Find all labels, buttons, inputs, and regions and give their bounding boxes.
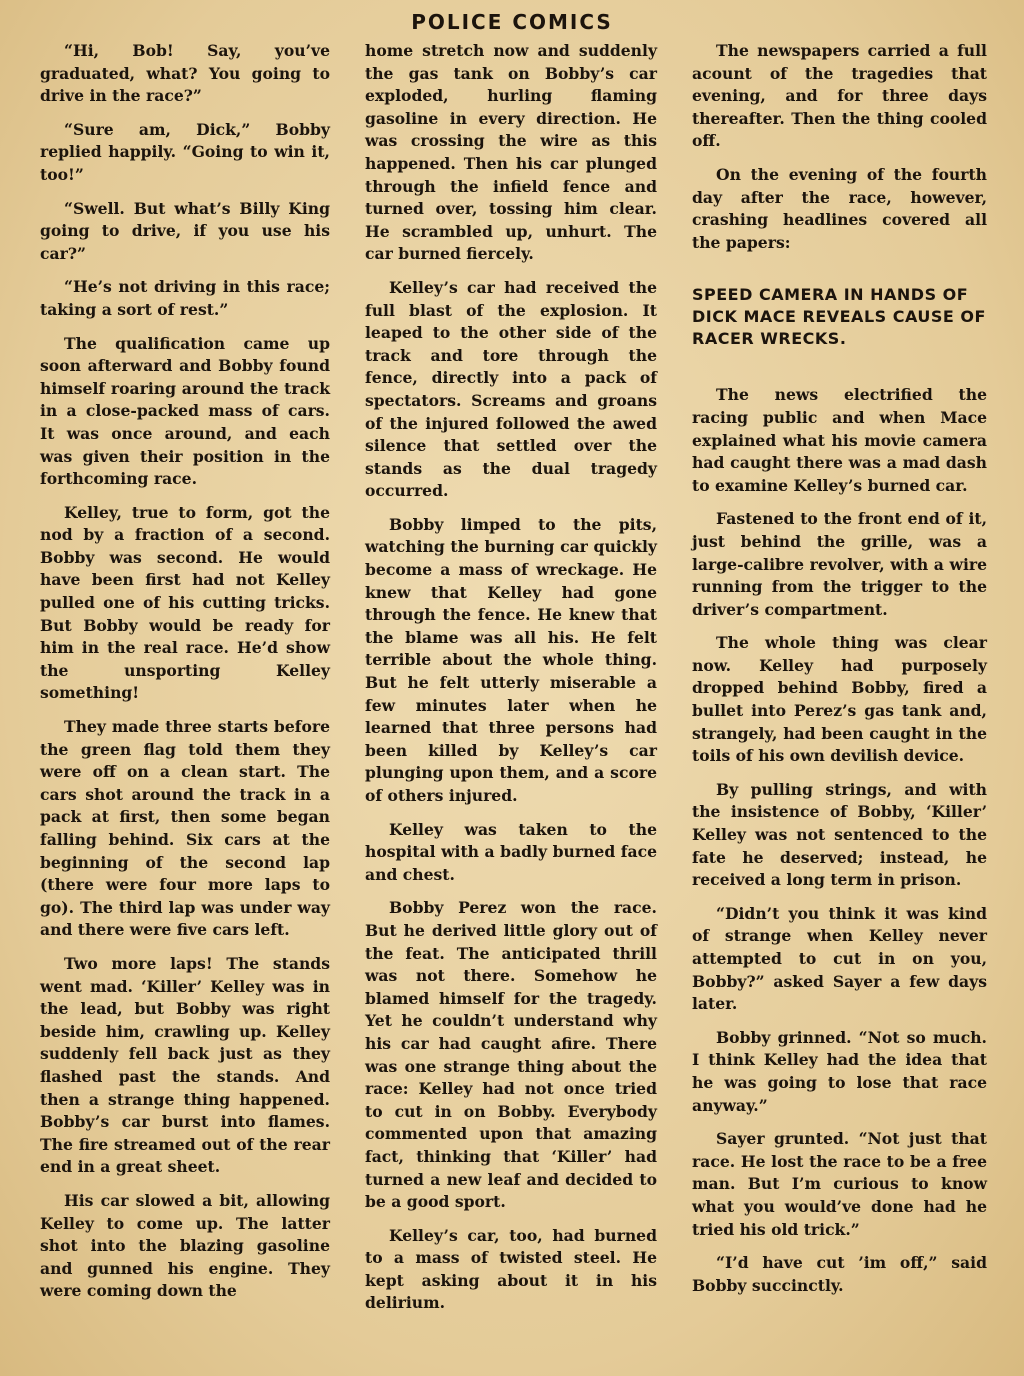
paragraph: “Swell. But what’s Billy King going to drive, if you use his car?” <box>40 198 330 263</box>
paragraph: Bobby grinned. “Not so much. I think Kelley had the idea that he was going to lose that race anyway.” <box>692 1027 987 1115</box>
paragraph: By pulling strings, and with the insistence of Bobby, ‘Killer’ Kelley was not sentenced to the fate he deserved; instead, he received a long term in prison. <box>692 779 987 890</box>
paragraph: The whole thing was clear now. Kelley had purposely dropped behind Bobby, fired a bullet into Perez’s gas tank and, strangely, had been caught in the toils of his own devilish device. <box>692 633 987 766</box>
paragraph: His car slowed a bit, allowing Kelley to come up. The latter shot into the blazing gasoline and gunned his engine. They were coming down the <box>40 1190 330 1301</box>
paragraph: “Hi, Bob! Say, you’ve graduated, what? You going to drive in the race?” <box>40 41 330 106</box>
page-header: POLICE COMICS <box>411 10 613 34</box>
paragraph: home stretch now and suddenly the gas tank on Bobby’s car exploded, hurling flaming gasoline in every direction. He was crossing the wire as this happened. Then his car plunged through the infield fence and turned over, tossing him clear. He scrambled up, unhurt. The car burned fiercely. <box>365 41 657 264</box>
text-column-2 <box>365 40 657 1326</box>
paragraph: Kelley’s car had received the full blast of the explosion. It leaped to the other side of the track and tore through the fence, directly into a pack of spectators. Screams and groans of the injured followed the awed silence that settled over the stands as the dual tragedy occurred. <box>365 277 657 501</box>
paragraph: The qualification came up soon afterward and Bobby found himself roaring around the track in a close-packed mass of cars. It was once around, and each was given their position in the forthcoming race. <box>40 333 330 489</box>
paragraph: Kelley was taken to the hospital with a badly burned face and chest. <box>365 819 657 884</box>
paragraph: The news electrified the racing public and when Mace explained what his movie camera had caught there was a mad dash to examine Kelley’s burned car. <box>692 385 987 495</box>
paragraph: “Sure am, Dick,” Bobby replied happily. “Going to win it, too!” <box>40 119 330 184</box>
paragraph: Fastened to the front end of it, just behind the grille, was a large-calibre revolver, with a wire running from the trigger to the driver’s compartment. <box>692 509 987 619</box>
paragraph: The newspapers carried a full acount of the tragedies that evening, and for three days thereafter. Then the thing cooled off. <box>692 41 987 151</box>
paragraph: “He’s not driving in this race; taking a sort of rest.” <box>40 277 330 319</box>
paragraph: Kelley’s car, too, had burned to a mass of twisted steel. He kept asking about it in his delirium. <box>365 1225 657 1313</box>
paragraph: Bobby Perez won the race. But he derived little glory out of the feat. The anticipated thrill was not there. Somehow he blamed himself for the tragedy. Yet he couldn’t understand why his car had caught afire. There was one strange thing about the race: Kelley had not once tried to cut in on Bobby. Everybody commented upon that amazing fact, thinking that ‘Killer’ had turned a new leaf and decided to be a good sport. <box>365 898 657 1212</box>
paragraph: Two more laps! The stands went mad. ‘Killer’ Kelley was in the lead, but Bobby was right beside him, crawling up. Kelley suddenly fell back just as they flashed past the stands. And then a strange thing happened. Bobby’s car burst into flames. The fire streamed out of the rear end in a great sheet. <box>40 953 330 1177</box>
paragraph: On the evening of the fourth day after the race, however, crashing headlines covered all the papers: <box>692 164 987 252</box>
text-column-1 <box>40 40 330 1314</box>
paragraph: “Didn’t you think it was kind of strange when Kelley never attempted to cut in on you, Bobby?” asked Sayer a few days later. <box>692 903 987 1014</box>
paragraph: Bobby limped to the pits, watching the burning car quickly become a mass of wreckage. He knew that Kelley had gone through the fence. He knew that the blame was all his. He felt terrible about the whole thing. But he felt utterly miserable a few minutes later when he learned that three persons had been killed by Kelley’s car plunging upon them, and a score of others injured. <box>365 514 657 805</box>
paragraph: “I’d have cut ’im off,” said Bobby succinctly. <box>692 1253 987 1295</box>
paragraph: Sayer grunted. “Not just that race. He lost the race to be a free man. But I’m curious to know what you would’ve done had he tried his old trick.” <box>692 1129 987 1239</box>
paragraph: They made three starts before the green flag told them they were off on a clean start. The cars shot around the track in a pack at first, then some began falling behind. Six cars at the beginning of the second lap (there were four more laps to go). The third lap was under way and there were five cars left. <box>40 717 330 940</box>
newspaper-headline: SPEED CAMERA IN HANDS OF DICK MACE REVEALS CAUSE OF RACER WRECKS. <box>692 285 986 349</box>
paragraph: Kelley, true to form, got the nod by a fraction of a second. Bobby was second. He would have been first had not Kelley pulled one of his cutting tricks. But Bobby would be ready for him in the real race. He’d show the unsporting Kelley something! <box>40 502 330 703</box>
text-column-3 <box>692 40 987 1308</box>
